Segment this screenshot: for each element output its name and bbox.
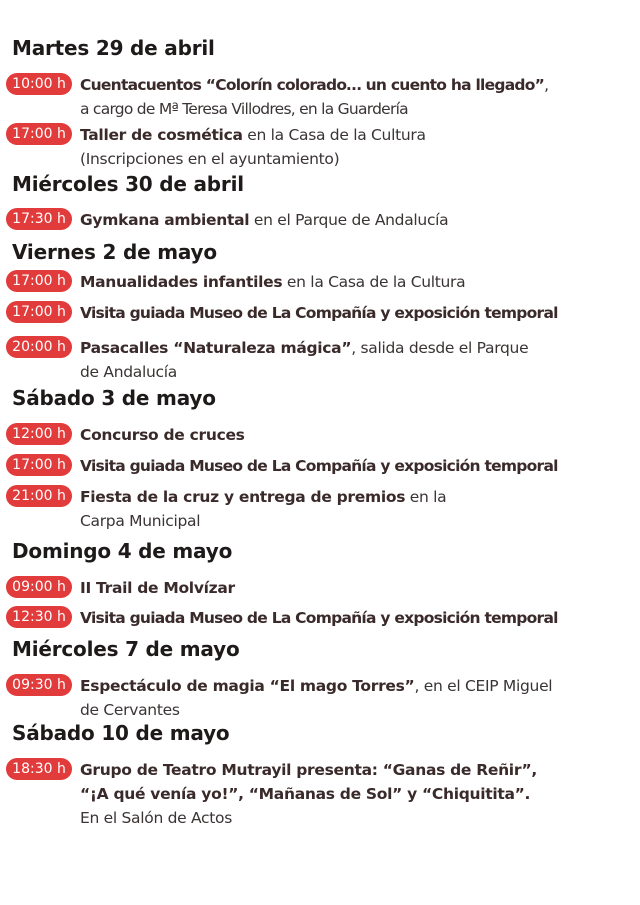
- day-heading: Viernes 2 de mayo: [12, 240, 217, 264]
- time-badge: 09:00 h: [6, 576, 72, 598]
- time-badge: 21:00 h: [6, 485, 72, 507]
- event-text: [80, 485, 636, 533]
- event-title: Taller de cosmética: [80, 126, 243, 144]
- event-text: [80, 576, 636, 600]
- event-text: [80, 454, 636, 478]
- time-badge: 17:30 h: [6, 208, 72, 230]
- time-badge: 10:00 h: [6, 73, 72, 95]
- event-title: II Trail de Molvízar: [80, 579, 235, 597]
- event-title: Fiesta de la cruz y entrega de premios: [80, 488, 406, 506]
- time-badge: 09:30 h: [6, 674, 72, 696]
- event-title: Visita guiada Museo de La Compañía y exposición temporal: [80, 457, 558, 475]
- event-detail-line: de Cervantes: [80, 701, 180, 719]
- event-detail: , en el CEIP Miguel: [414, 677, 553, 695]
- event-detail: , salida desde el Parque: [351, 339, 529, 357]
- event-text: [80, 674, 636, 722]
- event-title: Pasacalles “Naturaleza mágica”: [80, 339, 352, 357]
- day-heading: Miércoles 30 de abril: [12, 172, 244, 196]
- time-badge: 17:00 h: [6, 454, 72, 476]
- day-heading: Miércoles 7 de mayo: [12, 637, 240, 661]
- event-title: Espectáculo de magia “El mago Torres”: [80, 677, 415, 695]
- event-detail: en la Casa de la Cultura: [242, 126, 426, 144]
- event-detail-line: a cargo de Mª Teresa Villodres, en la Guardería: [80, 100, 408, 118]
- event-detail: ,: [544, 76, 549, 94]
- event-text: [80, 301, 636, 325]
- event-title: Manualidades infantiles: [80, 273, 283, 291]
- event-title: Concurso de cruces: [80, 426, 245, 444]
- time-badge: 17:00 h: [6, 123, 72, 145]
- event-detail: en el Parque de Andalucía: [249, 211, 449, 229]
- event-title: Gymkana ambiental: [80, 211, 250, 229]
- event-text: [80, 336, 636, 384]
- time-badge: 17:00 h: [6, 270, 72, 292]
- day-heading: Sábado 10 de mayo: [12, 721, 230, 745]
- event-text: [80, 606, 636, 630]
- event-detail-line: de Andalucía: [80, 363, 177, 381]
- event-detail: en la: [405, 488, 447, 506]
- event-text: [80, 758, 636, 830]
- event-text: [80, 73, 636, 121]
- event-title: Grupo de Teatro Mutrayil presenta: “Ganas de Reñir”,: [80, 761, 537, 779]
- event-title: Visita guiada Museo de La Compañía y exposición temporal: [80, 609, 558, 627]
- event-detail: en la Casa de la Cultura: [282, 273, 466, 291]
- time-badge: 17:00 h: [6, 301, 72, 323]
- event-text: [80, 123, 636, 171]
- event-text: [80, 208, 636, 232]
- time-badge: 12:30 h: [6, 606, 72, 628]
- day-heading: Martes 29 de abril: [12, 36, 215, 60]
- time-badge: 18:30 h: [6, 758, 72, 780]
- event-title: Visita guiada Museo de La Compañía y exposición temporal: [80, 304, 558, 322]
- event-detail-line: (Inscripciones en el ayuntamiento): [80, 150, 340, 168]
- event-text: [80, 270, 636, 294]
- time-badge: 12:00 h: [6, 423, 72, 445]
- event-title-line: “¡A qué venía yo!”, “Mañanas de Sol” y “Chiquitita”.: [80, 785, 531, 803]
- event-detail-line: Carpa Municipal: [80, 512, 201, 530]
- day-heading: Domingo 4 de mayo: [12, 539, 233, 563]
- day-heading: Sábado 3 de mayo: [12, 386, 216, 410]
- event-detail-line: En el Salón de Actos: [80, 809, 232, 827]
- time-badge: 20:00 h: [6, 336, 72, 358]
- event-title: Cuentacuentos “Colorín colorado… un cuento ha llegado”: [80, 76, 545, 94]
- event-text: [80, 423, 636, 447]
